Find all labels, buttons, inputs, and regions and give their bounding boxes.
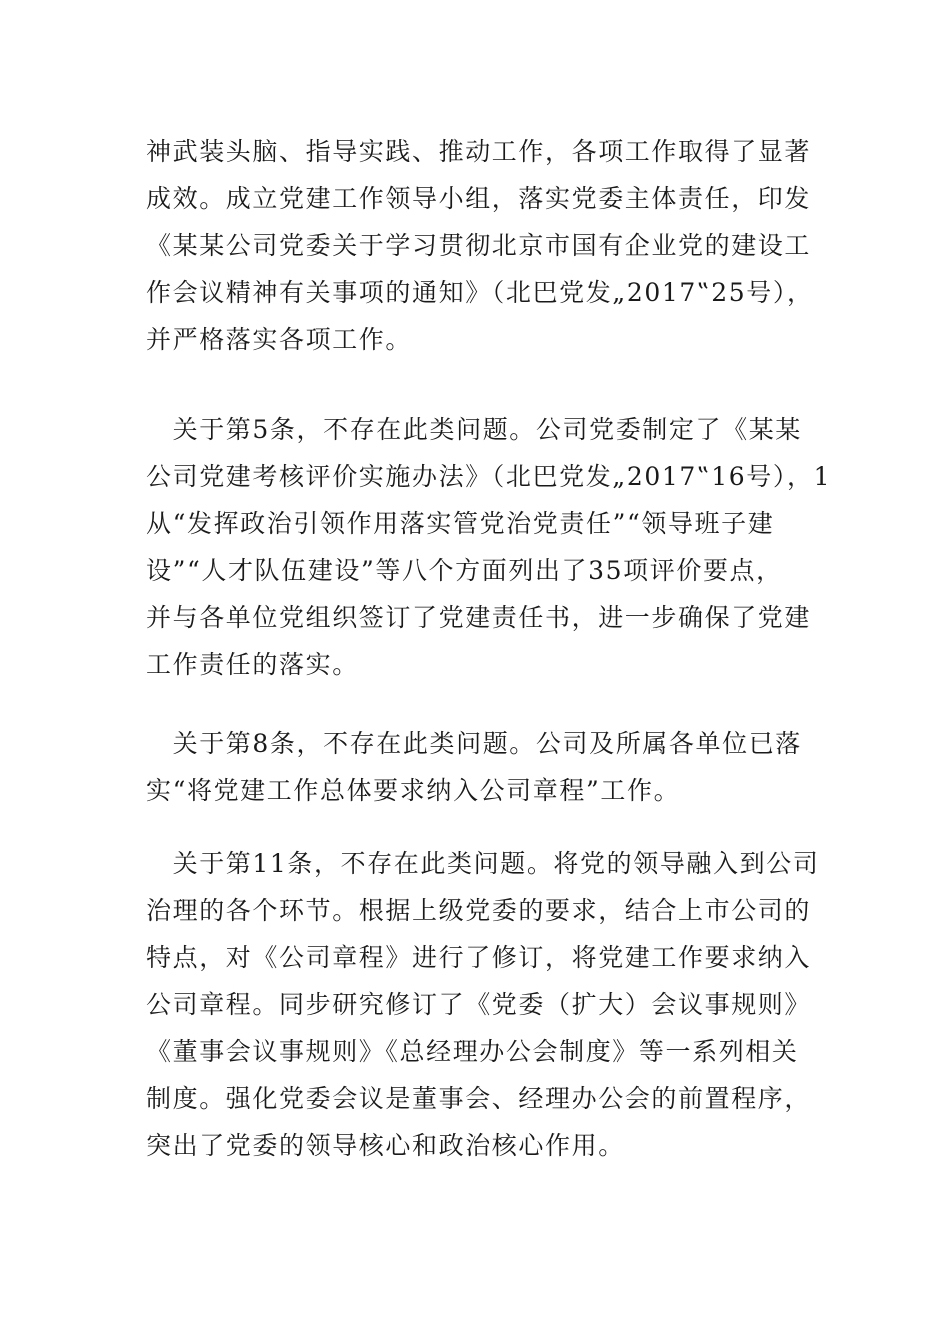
text-line: 成效。成立党建工作领导小组，落实党委主体责任，印发: [146, 184, 812, 213]
text-line: 神武装头脑、指导实践、推动工作，各项工作取得了显著: [146, 137, 812, 166]
text-line: 从“发挥政治引领作用落实管党治党责任”“领导班子建: [146, 509, 775, 538]
text-line: 设”“人才队伍建设”等八个方面列出了35项评价要点，: [146, 556, 783, 585]
text-line: 关于第5条，不存在此类问题。公司党委制定了《某某: [146, 415, 802, 444]
text-line: 公司党建考核评价实施办法》（北巴党发„2017‟16号），1: [146, 462, 832, 491]
text-line: 关于第11条，不存在此类问题。将党的领导融入到公司: [146, 849, 820, 878]
text-line: 《某某公司党委关于学习贯彻北京市国有企业党的建设工: [146, 231, 812, 260]
text-line: 突出了党委的领导核心和政治核心作用。: [146, 1131, 625, 1160]
text-line: 制度。强化党委会议是董事会、经理办公会的前置程序，: [146, 1084, 812, 1113]
text-line: 公司章程。同步研究修订了《党委（扩大）会议事规则》: [146, 990, 812, 1019]
paragraph-1: [146, 128, 814, 363]
text-line: 并严格落实各项工作。: [146, 325, 413, 354]
paragraph-3: [146, 720, 806, 814]
text-line: 治理的各个环节。根据上级党委的要求，结合上市公司的: [146, 896, 812, 925]
text-line: 作会议精神有关事项的通知》（北巴党发„2017‟25号），: [146, 278, 814, 307]
text-line: 关于第8条，不存在此类问题。公司及所属各单位已落: [146, 729, 802, 758]
text-line: 并与各单位党组织签订了党建责任书，进一步确保了党建: [146, 603, 812, 632]
text-line: 工作责任的落实。: [146, 650, 359, 679]
text-line: 实“将党建工作总体要求纳入公司章程”工作。: [146, 776, 681, 805]
text-line: 特点，对《公司章程》进行了修订，将党建工作要求纳入: [146, 943, 812, 972]
paragraph-2: [146, 406, 832, 688]
text-line: 《董事会议事规则》《总经理办公会制度》等一系列相关: [146, 1037, 799, 1066]
paragraph-4: [146, 840, 820, 1169]
